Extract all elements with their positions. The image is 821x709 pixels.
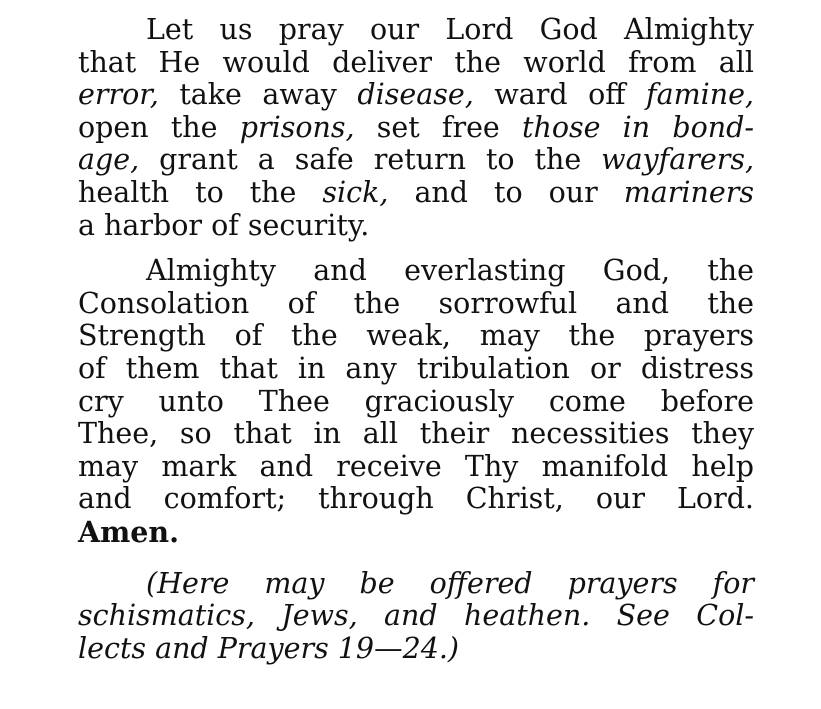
text-line: schismatics, Jews, and heathen. See Col- — [78, 599, 754, 633]
text-line: Almighty and everlasting God, the — [146, 254, 754, 288]
emphasis-wayfarers: wayfarers, — [601, 143, 754, 177]
text-line: health to the sick, and to our mariners — [78, 175, 754, 209]
text-line: Strength of the weak, may the prayers — [78, 319, 754, 353]
paragraph-bidding-prayer — [78, 14, 754, 242]
text-line: open the prisons, set free those in bond- — [78, 110, 754, 144]
emphasis-disease: disease, — [357, 78, 474, 112]
rubric-note — [78, 568, 754, 666]
text-line: may mark and receive Thy manifold help — [78, 449, 754, 483]
emphasis-bondage-cont: age, — [78, 143, 140, 177]
emphasis-error: error, — [78, 78, 159, 112]
text-line: cry unto Thee graciously come before — [78, 384, 754, 418]
text-line: Let us pray our Lord God Almighty — [146, 13, 754, 46]
paragraph-collect — [78, 255, 754, 549]
text-line: a harbor of security. — [78, 208, 370, 242]
text-line: that He would deliver the world from all — [78, 45, 754, 79]
text-line: (Here may be offered prayers for — [146, 566, 754, 600]
text-line: of them that in any tribulation or distress — [78, 351, 754, 385]
prayer-page — [78, 14, 754, 665]
emphasis-bondage: those in bond- — [522, 110, 754, 144]
text-line: Consolation of the sorrowful and the — [78, 286, 754, 320]
text-line: error, take away disease, ward off famine, — [78, 78, 754, 112]
emphasis-mariners: mariners — [623, 175, 754, 209]
text-line: and comfort; through Christ, our Lord. — [78, 482, 754, 516]
text-line — [78, 516, 754, 550]
emphasis-sick: sick, — [322, 175, 389, 209]
emphasis-famine: famine, — [646, 78, 754, 112]
text-line: lects and Prayers 19—24.) — [78, 631, 460, 665]
text-line: age, grant a safe return to the wayfarers, — [78, 143, 754, 177]
amen-text: Amen. — [78, 514, 180, 549]
emphasis-prisons: prisons, — [239, 110, 355, 144]
text-line: Thee, so that in all their necessities they — [78, 417, 754, 451]
